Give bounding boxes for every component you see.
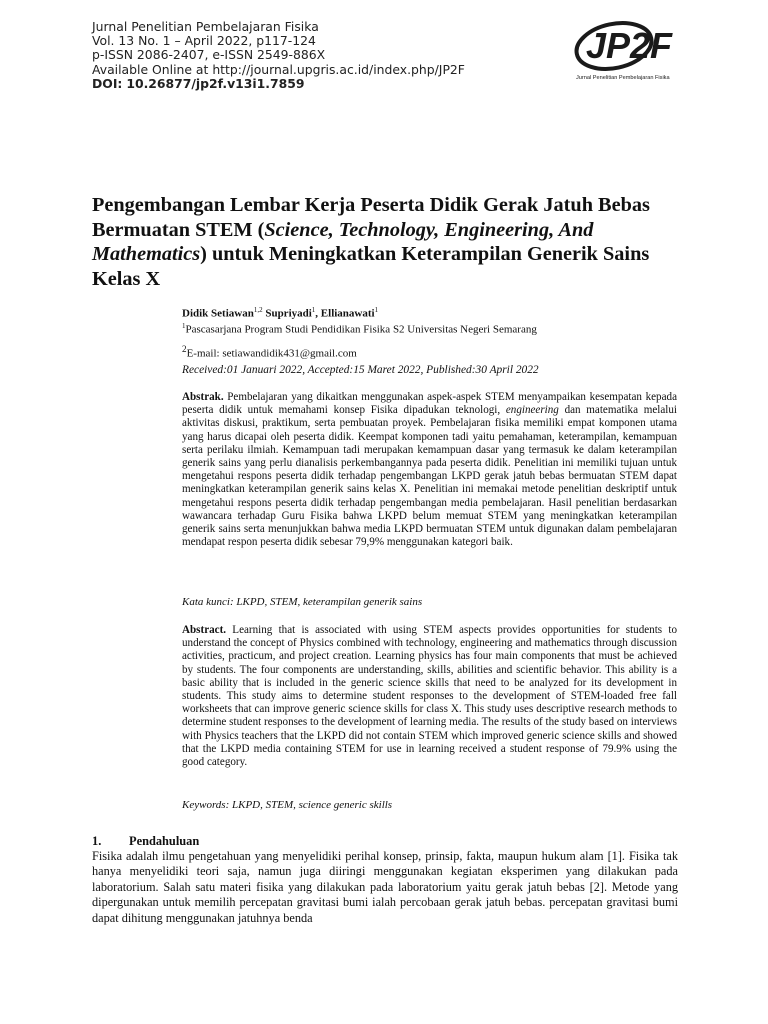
author-1: Didik Setiawan	[182, 307, 254, 320]
author-2-affil: 1	[311, 306, 316, 314]
affiliation-marker: 1	[182, 322, 186, 330]
journal-header	[92, 20, 512, 91]
doi-line	[92, 77, 512, 91]
abstrak-paragraph	[182, 391, 677, 549]
logo-text: JP2F	[586, 25, 673, 66]
abstrak-text-2: dan matematika melalui aktivitas diskusi, praktikum, serta pembuatan proyek. Pembelajaran fisika memiliki empat komponen utama yang harus dicapai oleh peserta didik. Keempat komponen tadi yaitu pemahaman, keterampilan, kemampuan serta perilaku ilmiah. Kemampuan tadi merupakan kemampuan dasar yang termasuk ke dalam keterampilan generik sains yang perlu dianalisis perkembangannya pada peserta didik. Penelitian ini memiliki tujuan untuk mengetahui respons peserta didik terhadap pengembangan LKPD gerak jatuh bebas bermuatan STEM dapat meningkatkan keterampilan generik sains kelas X. Penelitian ini memakai metode penelitian deskriptif untuk mengetahui respons peserta didik terhadap pengembangan media pembelajaran. Hasil penelitian berdasarkan wawancara terhadap Guru Fisika bahwa LKPD belum memuat STEM yang meningkatkan keterampilan generik sains serta menunjukkan bahwa media LKPD bermuatan STEM untuk digunakan dalam pembelajaran mendapat respon peserta didik sebesar 79,9% menggunakan kategori baik.	[182, 404, 678, 549]
abstract-label: Abstract.	[182, 624, 227, 636]
section-title: Pendahuluan	[129, 834, 200, 848]
affiliation-text: Pascasarjana Program Studi Pendidikan Fisika S2 Universitas Negeri Semarang	[185, 323, 537, 336]
logo-subtitle: Jurnal Penelitian Pembelajaran Fisika	[576, 75, 670, 81]
author-list	[182, 304, 682, 321]
intro-paragraph: Fisika adalah ilmu pengetahuan yang menyelidiki perihal konsep, prinsip, fakta, maupun hukum alam [1]. Fisika tak hanya menyelidiki teori saja, namun juga diiringi menggunakan kegiatan eksperimen yang dilakukan pada laboratorium. Salah satu materi fisika yang dilakukan pada laboratorium yaitu gerak jatuh bebas [2]. Metode yang dipergunakan untuk memilih percepatan gravitasi bumi ialah percobaan gerak jatuh bebas. percepatan gravitasi bumi dapat dihitung menggunakan jatuhnya benda	[92, 849, 678, 925]
affiliation	[182, 320, 682, 337]
keywords: Keywords: LKPD, STEM, science generic skills	[182, 799, 393, 811]
abstrak-label: Abstrak.	[182, 391, 224, 403]
section-number: 1.	[92, 834, 102, 848]
corresponding-email	[182, 343, 682, 361]
abstract-paragraph	[182, 624, 677, 769]
journal-logo	[572, 12, 692, 84]
title-part-2: ) untuk Meningkatkan Keterampilan Generik Sains Kelas X	[92, 243, 650, 290]
author-3: , Ellianawati	[315, 307, 375, 320]
abstrak-text-1: Pembelajaran yang dikaitkan menggunakan aspek-aspek STEM menyampaikan kesempatan kepada peserta didik untuk memahami konsep Fisika dipadukan teknologi,	[182, 391, 677, 417]
journal-issn: p-ISSN 2086-2407, e-ISSN 2549-886X	[92, 47, 326, 63]
paper-title	[92, 193, 672, 291]
publication-dates: Received:01 Januari 2022, Accepted:15 Maret 2022, Published:30 April 2022	[182, 364, 539, 376]
section-heading	[92, 834, 199, 849]
doi-link[interactable]: 10.26877/jp2f.v13i1.7859	[126, 75, 305, 91]
kata-kunci: Kata kunci: LKPD, STEM, keterampilan generik sains	[182, 596, 423, 608]
journal-name: Jurnal Penelitian Pembelajaran Fisika	[92, 19, 319, 34]
doi-label: DOI:	[92, 75, 123, 91]
title-italic: Science, Technology, Engineering, And Mathematics	[92, 218, 594, 265]
journal-volume: Vol. 13 No. 1 – April 2022, p117-124	[92, 33, 316, 49]
abstrak-italic: engineering	[505, 404, 559, 417]
title-part-1: Pengembangan Lembar Kerja Peserta Didik Gerak Jatuh Bebas Bermuatan STEM (	[92, 194, 650, 241]
email-text[interactable]: E-mail: setiawandidik431@gmail.com	[186, 347, 357, 360]
abstract-text: Learning that is associated with using STEM aspects provides opportunities for students to understand the concept of Physics combined with technology, engineering and mathematics through discussion activities, practicum, and project creation. Learning physics has four main components that must be achieved by students. The four components are understanding, skills, abilities and scientific behavior. This ability is a basic ability that is included in the generic science skills that need to be analyzed for its development in students. This study aims to determine student responses to the development of STEM-loaded free fall worksheets that can improve generic science skills for class X. This study uses descriptive research methods to determine student responses to the development of learning media. The results of the study based on interviews with Physics teachers that the LKPD did not contain STEM which improved generic science skills and showed that the LKPD media containing STEM for use in learning received a student response of 79.9% using the good category.	[182, 624, 677, 769]
email-marker: 2	[182, 344, 187, 354]
author-2: Supriyadi	[262, 307, 312, 320]
journal-url[interactable]: Available Online at http://journal.upgris.ac.id/index.php/JP2F	[92, 61, 465, 77]
author-1-affil: 1,2	[253, 306, 263, 314]
author-3-affil: 1	[374, 306, 379, 314]
